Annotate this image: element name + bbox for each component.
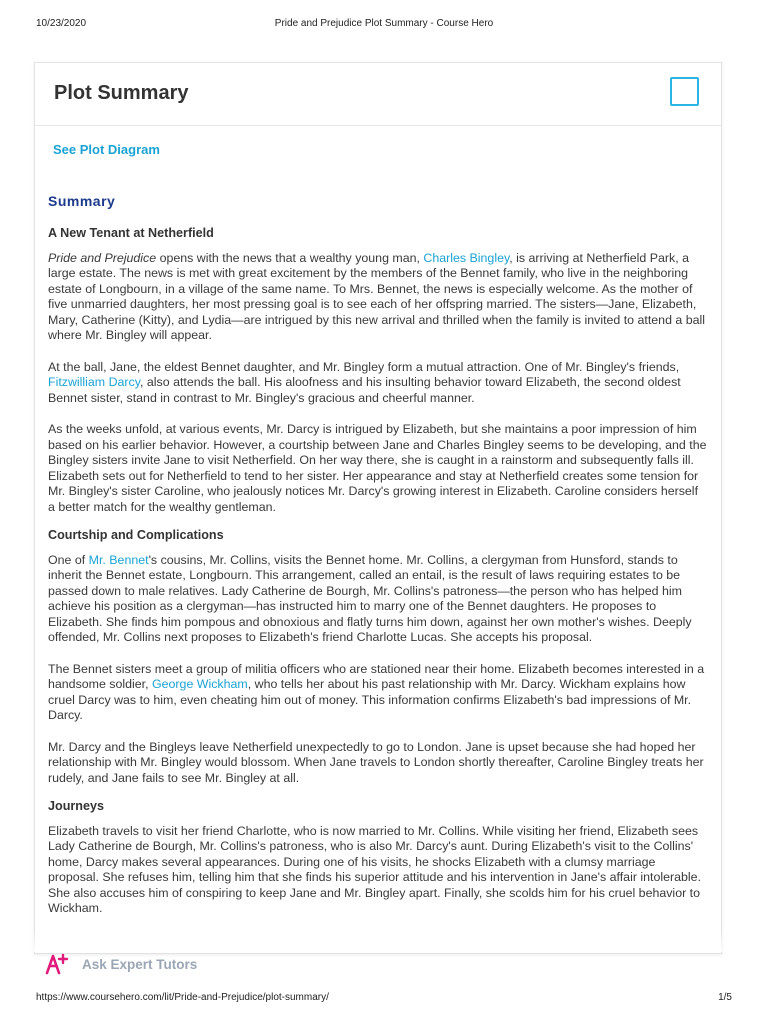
- paragraph: At the ball, Jane, the eldest Bennet daughter, and Mr. Bingley form a mutual attraction. One of Mr. Bingley's friends, Fitzwilliam Darcy, also attends the ball. His aloofness and his insulting behavior toward Elizabeth, the second oldest Bennet sister, stand in contrast to Mr. Bingley's gracious and cheerful manner.: [48, 359, 681, 405]
- expand-toggle-button[interactable]: [670, 77, 699, 106]
- subheading-journeys: Journeys: [48, 799, 104, 813]
- print-url: https://www.coursehero.com/lit/Pride-and-Prejudice/plot-summary/: [36, 992, 329, 1003]
- link-fitzwilliam-darcy[interactable]: Fitzwilliam Darcy: [48, 375, 141, 389]
- ask-expert-tutors-label: Ask Expert Tutors: [82, 956, 198, 972]
- see-plot-diagram-link[interactable]: See Plot Diagram: [53, 142, 160, 157]
- subheading-new-tenant: A New Tenant at Netherfield: [48, 226, 214, 240]
- paragraph: One of Mr. Bennet's cousins, Mr. Collins, visits the Bennet home. Mr. Collins, a clergyman from Hunsford, stands to inherit the Bennet estate, Longbourn. This arrangement, called an entail, is the result of laws requiring estates to be passed down to male relatives. Lady Catherine de Bourgh, Mr. Collins's patroness—the person who has helped him achieve his position as a clergyman—has instructed him to marry one of the Bennet daughters. He proposes to Elizabeth. She finds him pompous and obnoxious and flatly turns him down, against her own mother's wishes. Deeply offended, Mr. Collins next proposes to Elizabeth's friend Charlotte Lucas. She accepts his proposal.: [48, 552, 692, 644]
- subheading-courtship: Courtship and Complications: [48, 528, 224, 542]
- page-title: Plot Summary: [54, 82, 189, 104]
- card-header: [35, 63, 721, 126]
- print-page-number: 1/5: [718, 992, 732, 1003]
- paragraph: As the weeks unfold, at various events, Mr. Darcy is intrigued by Elizabeth, but she maintains a poor impression of him based on his earlier behavior. However, a courtship between Jane and Charles Bingley seems to be developing, and the Bingley sisters invite Jane to visit Netherfield. On her way there, she is caught in a rainstorm and subsequently falls ill. Elizabeth sets out for Netherfield to tend to her sister. Her appearance and stay at Netherfield creates some tension for Mr. Bingley's sister Caroline, who jealously notices Mr. Darcy's growing interest in Elizabeth. Caroline considers herself a better match for the wealthy gentleman.: [48, 422, 707, 514]
- summary-article: [48, 226, 708, 933]
- print-title: Pride and Prejudice Plot Summary - Course Hero: [274, 18, 494, 29]
- print-footer: [0, 992, 768, 1006]
- paragraph: The Bennet sisters meet a group of militia officers who are stationed near their home. Elizabeth becomes interested in a handsome soldier, George Wickham, who tells her about his past relationship with Mr. Darcy. Wickham explains how cruel Darcy was to him, even cheating him out of money. This information confirms Elizabeth's bad impressions of Mr. Darcy.: [48, 661, 705, 722]
- a-plus-icon: [44, 951, 70, 977]
- paragraph: Elizabeth travels to visit her friend Charlotte, who is now married to Mr. Collins. While visiting her friend, Elizabeth sees Lady Catherine de Bourgh, Mr. Collins's patroness, who is also Mr. Darcy's aunt. During Elizabeth's visit to the Collins' home, Darcy makes several appearances. During one of his visits, he shocks Elizabeth with a clumsy marriage proposal. She refuses him, telling him that she finds his superior attitude and his intervention in Jane's affair intolerable. She also accuses him of conspiring to keep Jane and Mr. Bingley apart. Finally, she scolds him for his cruel behavior to Wickham.: [48, 823, 702, 915]
- link-george-wickham[interactable]: George Wickham: [152, 677, 248, 691]
- book-title-italic: Pride and Prejudice: [48, 250, 157, 265]
- print-date: 10/23/2020: [36, 18, 87, 29]
- link-charles-bingley[interactable]: Charles Bingley: [423, 250, 510, 265]
- ask-expert-tutors-button[interactable]: [44, 950, 344, 978]
- content-fade: [34, 930, 722, 952]
- link-mr-bennet[interactable]: Mr. Bennet: [88, 552, 149, 567]
- section-heading-summary: Summary: [48, 193, 116, 209]
- paragraph: Pride and Prejudice opens with the news that a wealthy young man, Charles Bingley, is arriving at Netherfield Park, a large estate. The news is met with great excitement by the members of the Bennet family, who live in the neighboring estate of Longbourn, in a village of the same name. To Mrs. Bennet, the news is especially welcome. As the mother of five unmarried daughters, her most pressing goal is to see each of her offspring married. The sisters—Jane, Elizabeth, Mary, Catherine (Kitty), and Lydia—are intrigued by this new arrival and thrilled when the family is invited to attend a ball where Mr. Bingley will appear.: [48, 250, 706, 342]
- paragraph: Mr. Darcy and the Bingleys leave Netherfield unexpectedly to go to London. Jane is upset because she had hoped her relationship with Mr. Bingley would blossom. When Jane travels to London shortly thereafter, Caroline Bingley treats her rudely, and Jane fails to see Mr. Bingley at all.: [48, 739, 704, 785]
- print-header: [0, 18, 768, 32]
